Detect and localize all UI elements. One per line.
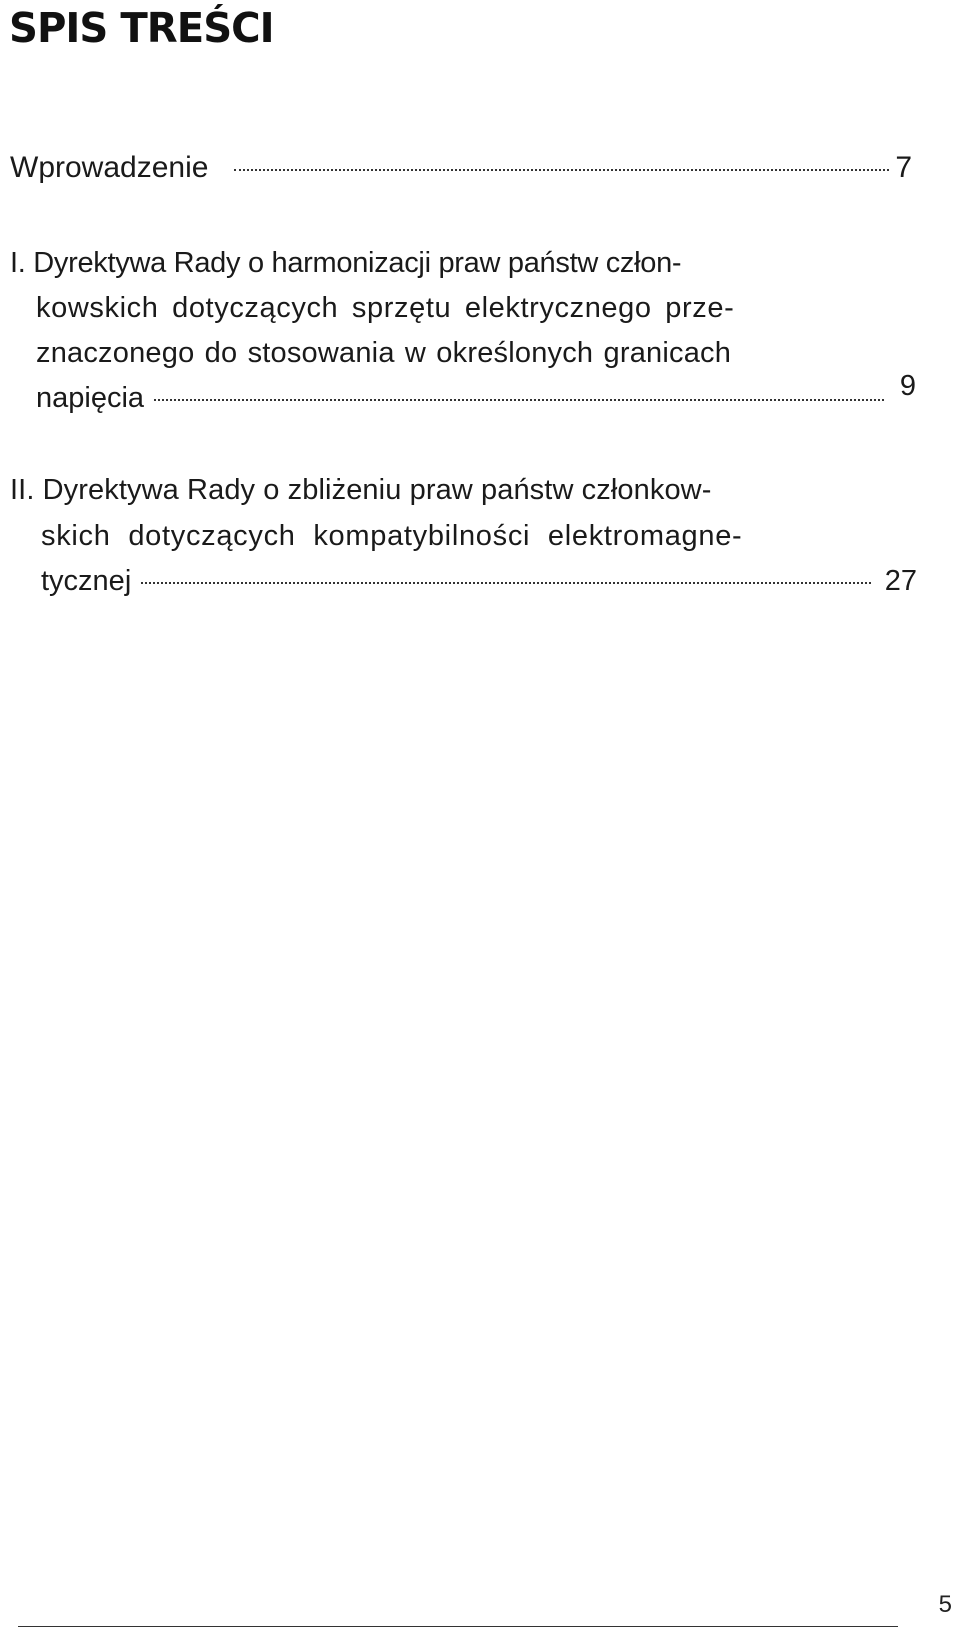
toc-entry-last-line	[36, 370, 916, 416]
dot-leader	[234, 169, 889, 171]
page-title: SPIS TREŚCI	[9, 4, 274, 52]
toc-entry-line: napięcia	[36, 382, 145, 414]
toc-entry-line: II. Dyrektywa Rady o zbliżeniu praw państw członkow-	[10, 474, 712, 506]
dot-leader	[154, 399, 884, 401]
toc-page-number: 27	[884, 565, 917, 597]
toc-entry-introduction[interactable]	[10, 150, 912, 186]
toc-entry-line: tycznej	[41, 565, 132, 597]
toc-entry-line: znaczonego do stosowania w określonych granicach	[36, 337, 732, 369]
toc-entry-title: Wprowadzenie	[10, 151, 209, 184]
toc-entry-line: skich dotyczących kompatybilności elektromagne-	[41, 520, 743, 552]
toc-page-number: 9	[899, 370, 916, 402]
toc-entry-line: kowskich dotyczących sprzętu elektrycznego prze-	[36, 292, 735, 324]
toc-entry-last-line	[41, 563, 917, 599]
footer-page-number: 5	[938, 1591, 952, 1618]
dot-leader	[141, 582, 870, 584]
toc-entry-line: I. Dyrektywa Rady o harmonizacji praw państw człon-	[10, 247, 682, 279]
toc-page-number: 7	[895, 151, 912, 184]
footer-rule	[18, 1626, 898, 1627]
